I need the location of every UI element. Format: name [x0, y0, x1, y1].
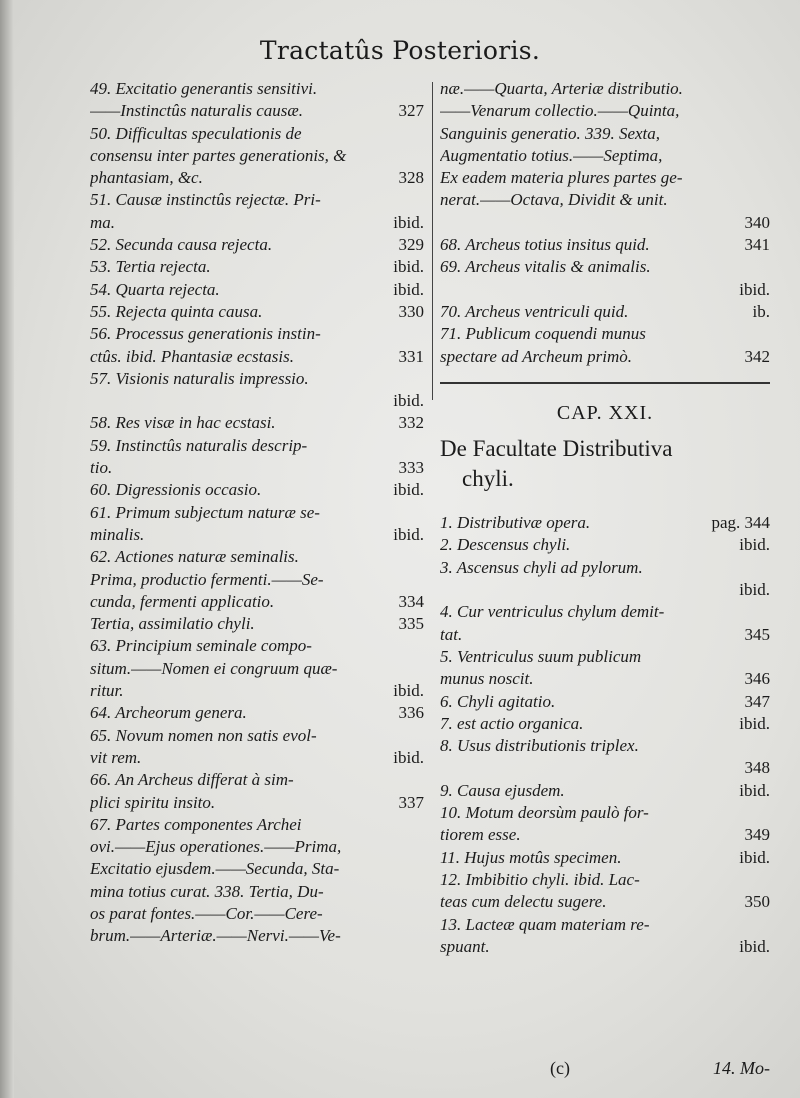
entry-text: os parat fontes.——Cor.——Cere-: [90, 903, 323, 923]
entry-text: Sanguinis generatio. 339. Sexta,: [440, 123, 661, 143]
index-entry-line: [440, 780, 770, 802]
entry-text: [440, 579, 733, 601]
entry-text: 49. Excitatio generantis sensitivi.: [90, 79, 318, 98]
entry-page-ref: [418, 658, 424, 680]
index-entry-line: [440, 936, 770, 958]
index-entry-line: [440, 346, 770, 368]
entry-text: 55. Rejecta quinta causa.: [90, 301, 263, 321]
entry-page-ref: ib.: [752, 301, 770, 321]
entry-text: ctûs. ibid. Phantasiæ ecstasis.: [90, 346, 294, 366]
entry-page-ref: [764, 323, 770, 345]
entry-page-ref: [418, 814, 424, 836]
entry-text: 61. Primum subjectum naturæ se-: [90, 502, 320, 522]
index-entry-line: [440, 189, 770, 211]
entry-page-ref: 340: [744, 212, 770, 232]
entry-page-ref: 335: [398, 614, 424, 634]
index-entry-line: [440, 256, 770, 278]
entry-page-ref: 332: [398, 413, 424, 433]
entry-text: [440, 279, 733, 301]
entry-text: 1. Distributivæ opera.: [440, 513, 591, 533]
entry-text: teas cum delectu sugere.: [440, 892, 607, 912]
index-entry-line: [90, 412, 424, 434]
entry-text: nerat.——Octava, Dividit & unit.: [440, 190, 668, 210]
entry-text: 66. An Archeus differat à sim-: [90, 770, 294, 790]
entry-page-ref: [764, 123, 770, 145]
entry-page-ref: [418, 435, 424, 457]
entry-page-ref: [764, 802, 770, 824]
index-entry-line: [440, 757, 770, 779]
index-entry-line: [440, 279, 770, 301]
entry-page-ref: 331: [398, 346, 424, 366]
index-entry-line: [90, 479, 424, 501]
entry-page-ref: 336: [398, 703, 424, 723]
entry-text: 4. Cur ventriculus chylum demit-: [440, 602, 665, 622]
index-entry-line: [440, 668, 770, 690]
index-entry-line: [90, 502, 424, 524]
entry-text: 56. Processus generationis instin-: [90, 324, 321, 344]
entry-page-ref: ibid.: [393, 480, 424, 500]
page-gutter-shadow: [0, 0, 14, 1098]
right-top-entries: [440, 78, 770, 368]
index-entry-line: [440, 601, 770, 623]
entry-page-ref: [764, 189, 770, 211]
entry-text: Ex eadem materia plures partes ge-: [440, 168, 683, 188]
entry-page-ref: 347: [744, 691, 770, 711]
index-entry-line: [90, 680, 424, 702]
entry-text: mina totius curat. 338. Tertia, Du-: [90, 881, 324, 901]
entry-page-ref: 341: [744, 235, 770, 255]
index-entry-line: [90, 189, 424, 211]
entry-text: [90, 390, 387, 412]
entry-page-ref: [418, 123, 424, 145]
entry-page-ref: ibid.: [739, 936, 770, 956]
chapter-title: [440, 434, 770, 494]
entry-page-ref: 328: [398, 168, 424, 188]
entry-text: 68. Archeus totius insitus quid.: [440, 235, 650, 255]
chapter-title-line2: chyli.: [462, 466, 514, 492]
entry-text: 10. Motum deorsùm paulò for-: [440, 803, 649, 823]
index-entry-line: [440, 847, 770, 869]
entry-page-ref: pag. 344: [711, 513, 770, 533]
entry-page-ref: [764, 914, 770, 936]
entry-page-ref: [418, 836, 424, 858]
entry-page-ref: [764, 167, 770, 189]
entry-page-ref: [764, 256, 770, 278]
index-entry-line: [90, 256, 424, 278]
chapter-number: CAP. XXI.: [556, 401, 654, 424]
index-entry-line: [90, 212, 424, 234]
entry-page-ref: 330: [398, 301, 424, 321]
entry-text: 51. Causæ instinctûs rejectæ. Pri-: [90, 190, 321, 210]
index-entry-line: [440, 100, 770, 122]
index-entry-line: [90, 613, 424, 635]
index-entry-line: [440, 914, 770, 936]
entry-page-ref: [418, 769, 424, 791]
running-title: Tractatûs Posterioris.: [259, 36, 541, 65]
entry-text: 67. Partes componentes Archei: [90, 814, 302, 834]
index-entry-line: [440, 579, 770, 601]
entry-page-ref: [418, 635, 424, 657]
entry-page-ref: [764, 646, 770, 668]
entry-text: 6. Chyli agitatio.: [440, 691, 556, 711]
index-entry-line: [90, 925, 424, 947]
entry-text: consensu inter partes generationis, &: [90, 145, 347, 165]
entry-text: cunda, fermenti applicatio.: [90, 591, 275, 611]
entry-page-ref: [418, 858, 424, 880]
entry-page-ref: 350: [744, 892, 770, 912]
entry-page-ref: 345: [744, 624, 770, 644]
entry-page-ref: [764, 557, 770, 579]
entry-text: 62. Actiones naturæ seminalis.: [90, 547, 299, 567]
signature-mark: (c): [550, 1058, 570, 1078]
entry-page-ref: 329: [398, 235, 424, 255]
entry-text: 12. Imbibitio chyli. ibid. Lac-: [440, 869, 640, 889]
index-entry-line: [90, 903, 424, 925]
entry-text: 60. Digressionis occasio.: [90, 480, 262, 500]
index-entry-line: [90, 100, 424, 122]
entry-text: Augmentatio totius.——Septima,: [440, 145, 663, 165]
right-bottom-entries: [440, 512, 770, 958]
index-entry-line: [90, 658, 424, 680]
entry-page-ref: [418, 145, 424, 167]
index-entry-line: [90, 457, 424, 479]
index-entry-line: [90, 858, 424, 880]
index-entry-line: [440, 824, 770, 846]
entry-page-ref: [418, 903, 424, 925]
entry-page-ref: 346: [744, 669, 770, 689]
index-entry-line: [90, 390, 424, 412]
entry-text: 70. Archeus ventriculi quid.: [440, 301, 629, 321]
entry-page-ref: [418, 323, 424, 345]
entry-page-ref: 334: [398, 591, 424, 611]
index-entry-line: [90, 792, 424, 814]
index-entry-line: [90, 814, 424, 836]
entry-text: 69. Archeus vitalis & animalis.: [440, 257, 651, 277]
entry-text: phantasiam, &c.: [90, 168, 203, 188]
index-entry-line: [90, 725, 424, 747]
entry-text: situm.——Nomen ei congruum quæ-: [90, 658, 338, 678]
index-entry-line: [440, 78, 770, 100]
index-entry-line: [440, 301, 770, 323]
index-entry-line: [90, 234, 424, 256]
left-column: [90, 78, 424, 1058]
entry-page-ref: [764, 735, 770, 757]
entry-text: ma.: [90, 212, 116, 232]
index-entry-line: [90, 123, 424, 145]
entry-page-ref: [418, 502, 424, 524]
entry-page-ref: [418, 189, 424, 211]
entry-text: 65. Novum nomen non satis evol-: [90, 725, 317, 745]
chapter-rule: [440, 382, 770, 384]
index-entry-line: [90, 836, 424, 858]
entry-page-ref: ibid.: [739, 713, 770, 733]
entry-text: ——Venarum collectio.——Quinta,: [440, 101, 680, 121]
entry-page-ref: ibid.: [739, 780, 770, 800]
entry-text: 54. Quarta rejecta.: [90, 279, 220, 299]
index-entry-line: [90, 346, 424, 368]
entry-text: plici spiritu insito.: [90, 792, 216, 812]
entry-page-ref: [418, 881, 424, 903]
index-entry-line: [440, 802, 770, 824]
entry-page-ref: 348: [744, 758, 770, 778]
entry-text: Excitatio ejusdem.——Secunda, Sta-: [90, 859, 340, 879]
index-entry-line: [440, 646, 770, 668]
index-entry-line: [90, 145, 424, 167]
entry-page-ref: 349: [744, 825, 770, 845]
entry-page-ref: [418, 78, 424, 100]
entry-text: [440, 212, 739, 234]
index-entry-line: [90, 368, 424, 390]
index-entry-line: [440, 167, 770, 189]
index-entry-line: [440, 869, 770, 891]
entry-text: 52. Secunda causa rejecta.: [90, 235, 273, 255]
index-entry-line: [440, 735, 770, 757]
index-entry-line: [440, 123, 770, 145]
entry-page-ref: [418, 368, 424, 390]
index-entry-line: [440, 691, 770, 713]
index-entry-line: [440, 891, 770, 913]
index-entry-line: [440, 323, 770, 345]
entry-page-ref: ibid.: [393, 279, 424, 299]
index-entry-line: [90, 635, 424, 657]
entry-page-ref: [764, 869, 770, 891]
entry-page-ref: 333: [398, 458, 424, 478]
entry-page-ref: ibid.: [739, 535, 770, 555]
entry-text: 5. Ventriculus suum publicum: [440, 646, 642, 666]
entry-text: spectare ad Archeum primò.: [440, 346, 633, 366]
index-entry-line: [440, 212, 770, 234]
entry-page-ref: [764, 100, 770, 122]
entry-page-ref: [764, 78, 770, 100]
entry-text: 2. Descensus chyli.: [440, 535, 571, 555]
catchword: 14. Mo-: [713, 1058, 770, 1078]
chapter-title-line1: De Facultate Distributiva: [440, 436, 673, 462]
entry-text: 3. Ascensus chyli ad pylorum.: [440, 557, 643, 577]
index-entry-line: [90, 323, 424, 345]
column-divider: [432, 82, 433, 400]
entry-text: ——Instinctûs naturalis causæ.: [90, 101, 303, 121]
entry-text: næ.——Quarta, Arteriæ distributio.: [440, 79, 683, 98]
index-entry-line: [440, 145, 770, 167]
index-entry-line: [90, 279, 424, 301]
entry-text: 71. Publicum coquendi munus: [440, 324, 646, 344]
entry-page-ref: ibid.: [393, 212, 424, 232]
entry-page-ref: ibid.: [393, 391, 424, 411]
entry-text: 8. Usus distributionis triplex.: [440, 736, 639, 756]
index-entry-line: [90, 301, 424, 323]
entry-text: tat.: [440, 624, 463, 644]
entry-text: tiorem esse.: [440, 825, 521, 845]
entry-text: 59. Instinctûs naturalis descrip-: [90, 435, 308, 455]
entry-text: spuant.: [440, 936, 490, 956]
entry-text: 13. Lacteæ quam materiam re-: [440, 914, 650, 934]
entry-page-ref: [418, 925, 424, 947]
entry-text: tio.: [90, 458, 113, 478]
entry-page-ref: [418, 725, 424, 747]
index-entry-line: [90, 546, 424, 568]
entry-page-ref: 342: [744, 346, 770, 366]
entry-text: ovi.——Ejus operationes.——Prima,: [90, 837, 342, 857]
index-entry-line: [440, 624, 770, 646]
entry-page-ref: [418, 569, 424, 591]
entry-text: 9. Causa ejusdem.: [440, 780, 565, 800]
index-entry-line: [90, 769, 424, 791]
entry-page-ref: ibid.: [393, 681, 424, 701]
entry-text: 7. est actio organica.: [440, 713, 584, 733]
entry-text: 64. Archeorum genera.: [90, 703, 247, 723]
entry-text: Tertia, assimilatio chyli.: [90, 614, 255, 634]
entry-text: 53. Tertia rejecta.: [90, 257, 211, 277]
entry-page-ref: [764, 601, 770, 623]
entry-page-ref: ibid.: [393, 257, 424, 277]
index-entry-line: [440, 512, 770, 534]
entry-text: munus noscit.: [440, 669, 534, 689]
entry-page-ref: [418, 546, 424, 568]
entry-text: 11. Hujus motûs specimen.: [440, 847, 622, 867]
index-entry-line: [90, 591, 424, 613]
entry-text: ritur.: [90, 681, 124, 701]
entry-text: brum.——Arteriæ.——Nervi.——Ve-: [90, 926, 341, 946]
index-entry-line: [90, 569, 424, 591]
index-entry-line: [440, 713, 770, 735]
entry-text: minalis.: [90, 524, 145, 544]
entry-text: 63. Principium seminale compo-: [90, 636, 312, 656]
entry-text: 58. Res visæ in hac ecstasi.: [90, 413, 276, 433]
entry-page-ref: ibid.: [739, 279, 770, 299]
index-entry-line: [440, 534, 770, 556]
entry-page-ref: ibid.: [393, 747, 424, 767]
index-entry-line: [440, 234, 770, 256]
index-entry-line: [90, 435, 424, 457]
entry-page-ref: [764, 145, 770, 167]
entry-text: Prima, productio fermenti.——Se-: [90, 569, 324, 589]
index-entry-line: [90, 881, 424, 903]
entry-text: 57. Visionis naturalis impressio.: [90, 368, 309, 388]
index-entry-line: [90, 524, 424, 546]
entry-page-ref: ibid.: [393, 524, 424, 544]
index-entry-line: [90, 747, 424, 769]
index-entry-line: [90, 78, 424, 100]
right-column: [440, 78, 770, 1058]
entry-page-ref: ibid.: [739, 847, 770, 867]
entry-page-ref: ibid.: [739, 580, 770, 600]
entry-text: 50. Difficultas speculationis de: [90, 123, 302, 143]
entry-page-ref: 327: [398, 101, 424, 121]
entry-text: [440, 757, 739, 779]
entry-page-ref: 337: [398, 792, 424, 812]
entry-text: vit rem.: [90, 747, 142, 767]
index-entry-line: [90, 702, 424, 724]
index-entry-line: [90, 167, 424, 189]
index-entry-line: [440, 557, 770, 579]
